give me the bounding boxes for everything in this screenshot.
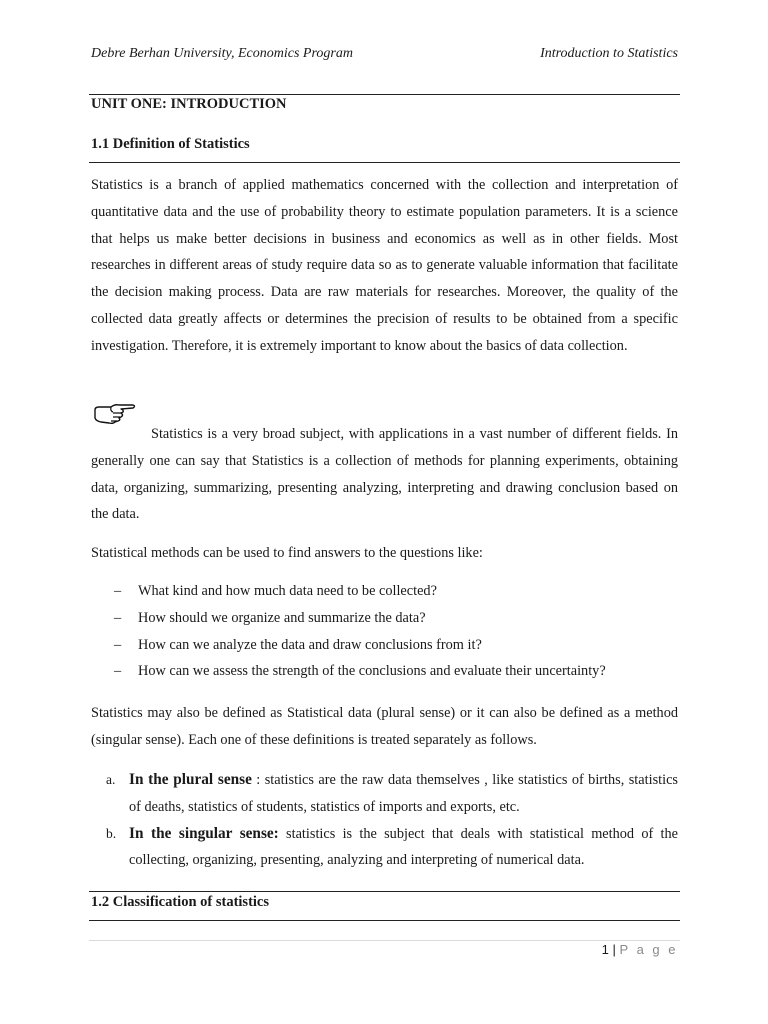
senses-intro: Statistics may also be defined as Statistical data (plural sense) or it can also be defined as a method (singular sense). Each one of these definitions is treated separately as follows. [91, 705, 678, 748]
section-1-2-top-rule [89, 891, 680, 892]
unit-title: UNIT ONE: INTRODUCTION [91, 96, 287, 112]
list-item: – How can we assess the strength of the conclusions and evaluate their uncertainty? [114, 663, 606, 680]
section-1-1-title: 1.1 Definition of Statistics [91, 136, 250, 152]
senses-list [91, 767, 678, 874]
section-1-2-title: 1.2 Classification of statistics [91, 894, 270, 910]
page-footer [602, 942, 678, 957]
questions-list [91, 578, 678, 685]
list-item-singular-sense: b. In the singular sense: statistics is the subject that deals with statistical method of the collecting, organizing, presenting, analyzing and interpreting of numerical data. [106, 824, 678, 869]
list-item-plural-sense: a. In the plural sense : statistics are the raw data themselves , like statistics of births, statistics of deaths, statistics of students, statistics of imports and exports, etc. [106, 771, 678, 815]
section-1-2-rule [89, 920, 680, 921]
broad-subject-paragraph [91, 421, 678, 528]
list-item: – How should we organize and summarize the data? [114, 609, 426, 626]
page-separator: | [612, 942, 616, 957]
questions-intro: Statistical methods can be used to find answers to the questions like: [91, 545, 483, 561]
header-rule [89, 94, 680, 95]
footer-rule [89, 940, 680, 941]
page-number: 1 [601, 942, 609, 957]
note-rest: In generally one can say that Statistics is a collection of methods for planning experiments, obtaining data, organizing, summarizing, presenting analyzing, interpreting and drawing conclusion based on the data. [91, 426, 679, 523]
note-first-sentence: Statistics is a very broad subject, with applications in a vast number of different fields. [151, 426, 662, 442]
section-1-1-rule [89, 162, 680, 163]
header-institution: Debre Berhan University, Economics Program [91, 46, 353, 61]
page-label: P a g e [619, 942, 678, 957]
header-course: Introduction to Statistics [540, 46, 678, 61]
definition-paragraph: Statistics is a branch of applied mathematics concerned with the collection and interpretation of quantitative data and the use of probability theory to estimate population parameters. It is a science that helps us make better decisions in business and economics as well as in other fields. Most researches in different areas of study require data so as to generate valuable information that facilitate the decision making process. Data are raw materials for researches. Moreover, the quality of the collected data greatly affects or determines the precision of results to be obtained from a specific investigation. Therefore, it is extremely important to know about the basics of data collection. [91, 177, 678, 354]
list-item: – What kind and how much data need to be collected? [114, 583, 437, 599]
list-item: – How can we analyze the data and draw conclusions from it? [114, 636, 482, 653]
